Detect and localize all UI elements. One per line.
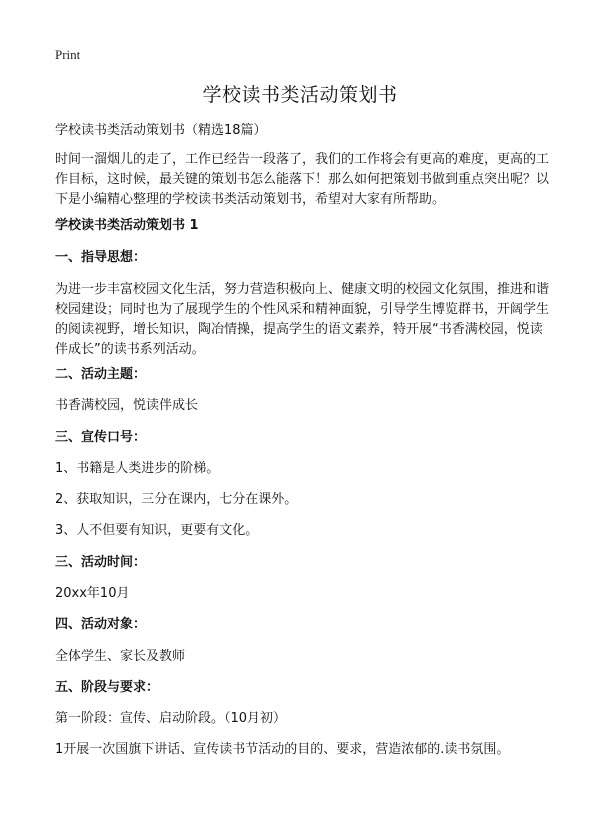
- target-heading: 四、活动对象：: [55, 617, 147, 632]
- guiding-heading: 一、指导思想：: [55, 250, 147, 265]
- time-heading: 三、活动时间：: [55, 555, 147, 570]
- stage-one: 第一阶段：宣传、启动阶段。（10月初）: [55, 711, 287, 726]
- target-text: 全体学生、家长及教师: [55, 649, 186, 664]
- slogan-item: 3、人不但要有知识，更要有文化。: [55, 523, 259, 538]
- print-link[interactable]: Print: [55, 47, 81, 62]
- subtitle: 学校读书类活动策划书（精选18篇）: [55, 123, 267, 138]
- slogan-item: 1、书籍是人类进步的阶梯。: [55, 461, 220, 476]
- theme-text: 书香满校园，悦读伴成长: [55, 398, 199, 413]
- guiding-paragraph: 为进一步丰富校园文化生活，努力营造积极向上、健康文明的校园文化氛围，推进和谐校园建设；同时也为了展现学生的个性风采和精神面貌，引导学生博览群书，开阔学生的阅读视野，增长知识，陶冶情操，提高学生的语文素养，特开展“书香满校园，悦读伴成长”的读书系列活动。: [55, 282, 550, 357]
- stage-heading: 五、阶段与要求：: [55, 680, 160, 695]
- slogan-heading: 三、宣传口号：: [55, 430, 147, 445]
- time-text: 20xx年10月: [55, 586, 130, 601]
- page-title: 学校读书类活动策划书: [202, 84, 398, 106]
- intro-paragraph: 时间一溜烟儿的走了，工作已经告一段落了，我们的工作将会有更高的难度，更高的工作目标，这时候，最关键的策划书怎么能落下！那么如何把策划书做到重点突出呢？以下是小编精心整理的学校读书类活动策划书，希望对大家有所帮助。: [55, 152, 550, 207]
- section-title: 学校读书类活动策划书 1: [55, 218, 199, 233]
- stage-one-detail: 1开展一次国旗下讲话、宣传读书节活动的目的、要求，营造浓郁的.读书氛围。: [55, 742, 510, 757]
- theme-heading: 二、活动主题：: [55, 367, 147, 382]
- slogan-item: 2、获取知识，三分在课内，七分在课外。: [55, 492, 298, 507]
